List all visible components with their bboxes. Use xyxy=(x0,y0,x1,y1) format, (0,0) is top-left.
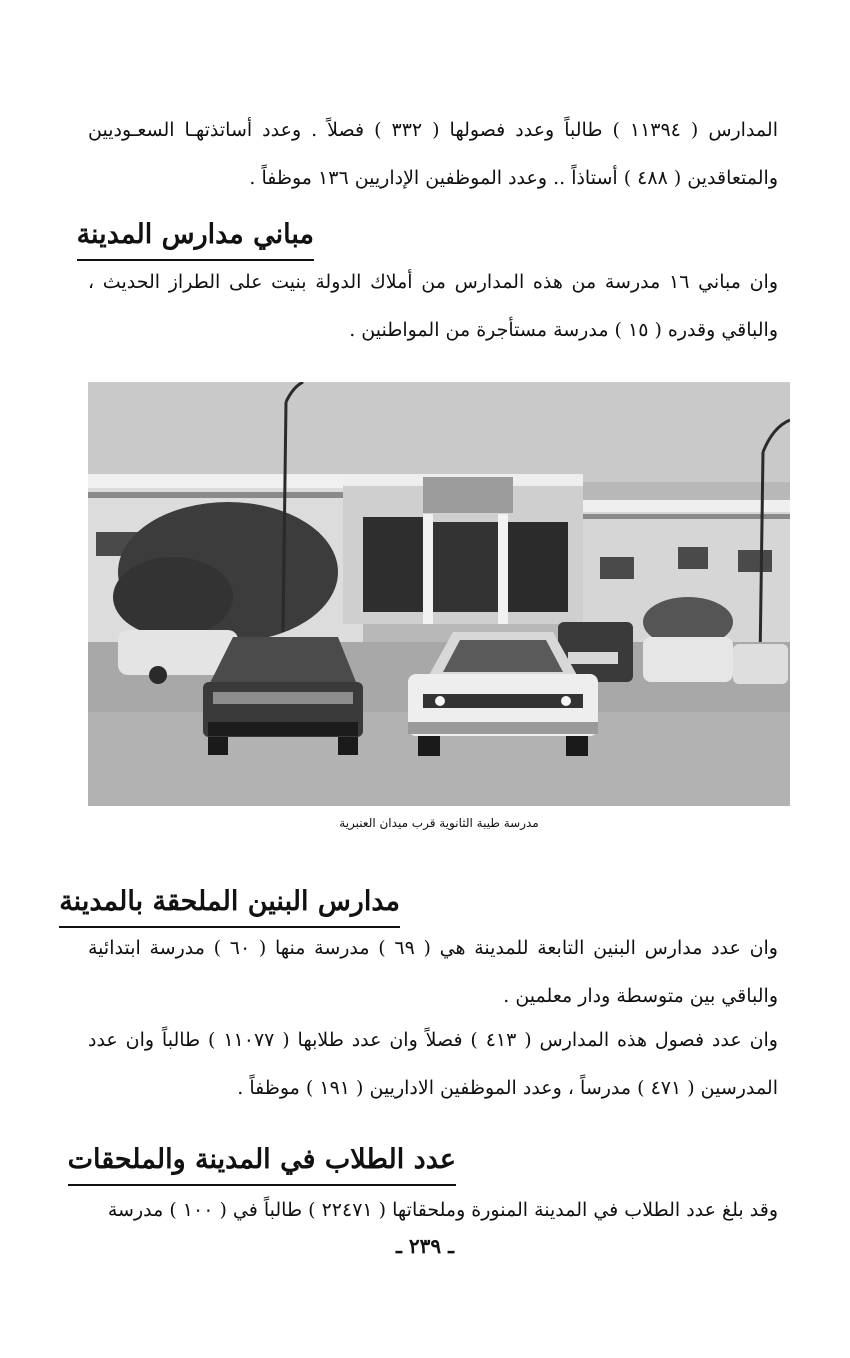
heading-student-count: عدد الطلاب في المدينة والملحقات xyxy=(68,1140,456,1186)
school-photo-image xyxy=(88,382,790,806)
paragraph-boys-schools: وان عدد مدارس البنين التابعة للمدينة هي ( ٦٩ ) مدرسة منها ( ٦٠ ) مدرسة ابتدائية والباقي بين متوسطة ودار معلمين . xyxy=(88,937,778,1007)
paragraph-classes-students: وان عدد فصول هذه المدارس ( ٤١٣ ) فصلاً وان عدد طلابها ( ١١٠٧٧ ) طالباً وان عدد المدرسين ( ٤٧١ ) مدرساً ، وعدد الموظفين الاداريين ( ١٩١ ) موظفاً . xyxy=(88,1029,778,1099)
heading-boys-schools-attached: مدارس البنين الملحقة بالمدينة xyxy=(59,882,400,928)
school-photo xyxy=(88,382,790,806)
paragraph-students-teachers: المدارس ( ١١٣٩٤ ) طالباً وعدد فصولها ( ٣٣٢ ) فصلاً . وعدد أساتذتهـا السعـوديين والمتعاقدين ( ٤٨٨ ) أستاذاً .. وعدد الموظفين الإداريين ١٣٦ موظفاً . xyxy=(88,119,778,189)
heading-school-buildings: مباني مدارس المدينة xyxy=(77,215,314,261)
paragraph-total-students: وقد بلغ عدد الطلاب في المدينة المنورة وملحقاتها ( ٢٢٤٧١ ) طالباً في ( ١٠٠ ) مدرسة xyxy=(107,1199,778,1221)
paragraph-school-buildings: وان مباني ١٦ مدرسة من هذه المدارس من أملاك الدولة بنيت على الطراز الحديث ، والباقي وقدره ( ١٥ ) مدرسة مستأجرة من المواطنين . xyxy=(88,271,778,341)
photo-caption: مدرسة طيبة الثانوية قرب ميدان العنبرية xyxy=(339,816,539,830)
page-number: ـ ٢٣٩ ـ xyxy=(396,1234,454,1258)
